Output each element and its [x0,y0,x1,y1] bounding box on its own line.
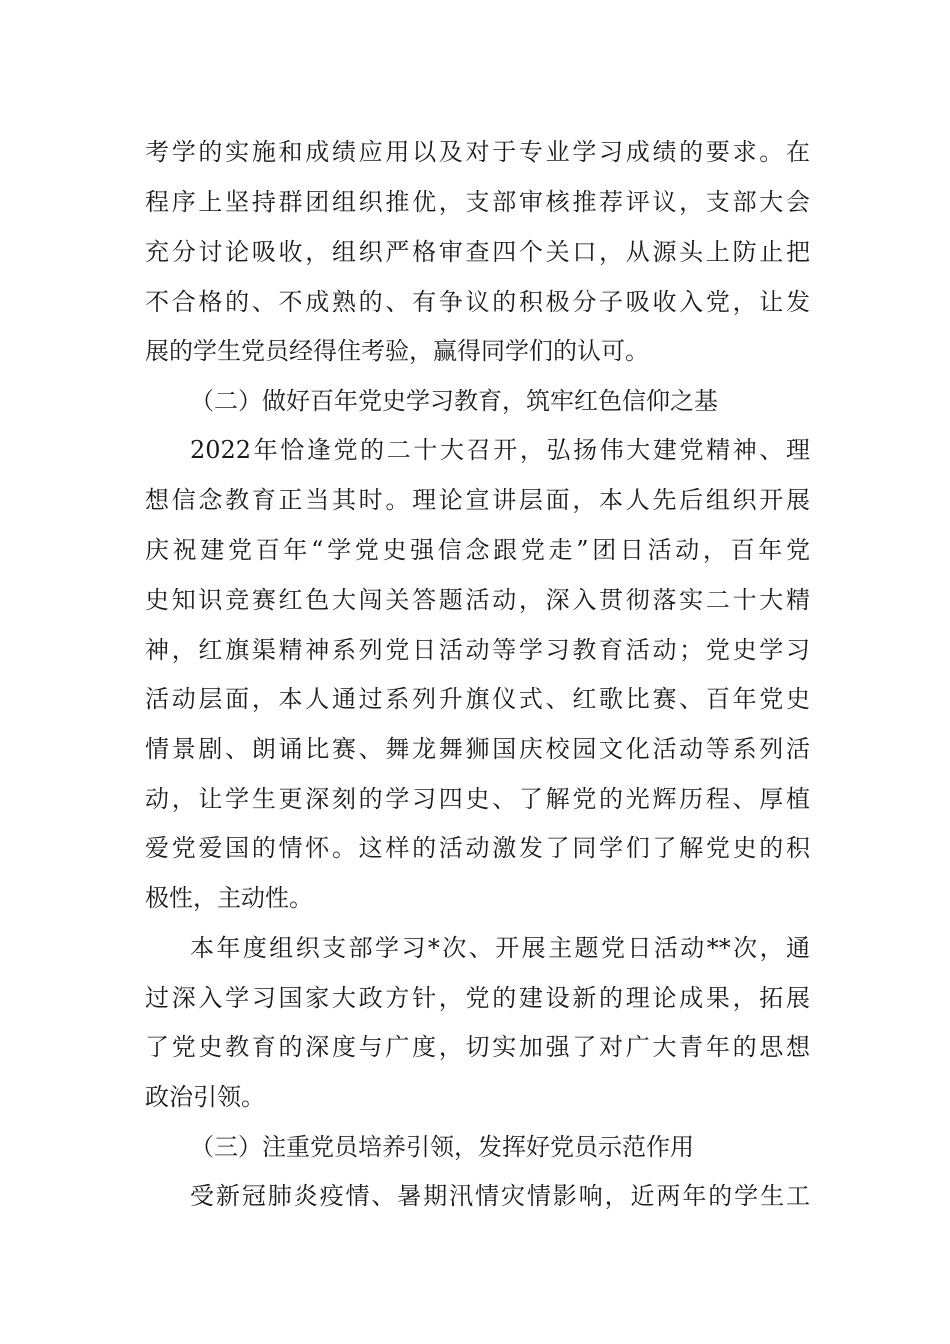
text-line: 想信念教育正当其时。理论宣讲层面，本人先后组织开展 [145,486,810,514]
text-line: 考学的实施和成绩应用以及对于专业学习成绩的要求。在 [145,138,810,166]
text-line: 2022年恰逢党的二十大召开，弘扬伟大建党精神、理 [190,436,810,464]
section-heading: （二）做好百年党史学习教育，筑牢红色信仰之基 [190,387,718,415]
text-line: 展的学生党员经得住考验，赢得同学们的认可。 [145,337,649,365]
text-line: 本年度组织支部学习*次、开展主题党日活动**次，通 [190,934,810,962]
text-line: 过深入学习国家大政方针，党的建设新的理论成果，拓展 [145,984,810,1012]
text-line: 充分讨论吸收，组织严格审查四个关口，从源头上防止把 [145,238,810,266]
text-line: 了党史教育的深度与广度，切实加强了对广大青年的思想 [145,1033,810,1061]
text-line: 庆祝建党百年“学党史强信念跟党走”团日活动，百年党 [145,536,810,564]
text-line: 动，让学生更深刻的学习四史、了解党的光辉历程、厚植 [145,785,810,813]
text-line: 活动层面，本人通过系列升旗仪式、红歌比赛、百年党史 [145,685,810,713]
text-line: 受新冠肺炎疫情、暑期汛情灾情影响，近两年的学生工 [190,1182,810,1210]
text-line: 政治引领。 [145,1083,265,1111]
text-line: 情景剧、朗诵比赛、舞龙舞狮国庆校园文化活动等系列活 [145,735,810,763]
section-heading: （三）注重党员培养引领，发挥好党员示范作用 [190,1133,694,1161]
text-line: 不合格的、不成熟的、有争议的积极分子吸收入党，让发 [145,288,810,316]
text-line: 史知识竞赛红色大闯关答题活动，深入贯彻落实二十大精 [145,586,810,614]
text-line: 极性，主动性。 [145,884,313,912]
text-line: 爱党爱国的情怀。这样的活动激发了同学们了解党史的积 [145,834,810,862]
text-line: 程序上坚持群团组织推优，支部审核推荐评议，支部大会 [145,188,810,216]
text-line: 神，红旗渠精神系列党日活动等学习教育活动；党史学习 [145,636,810,664]
